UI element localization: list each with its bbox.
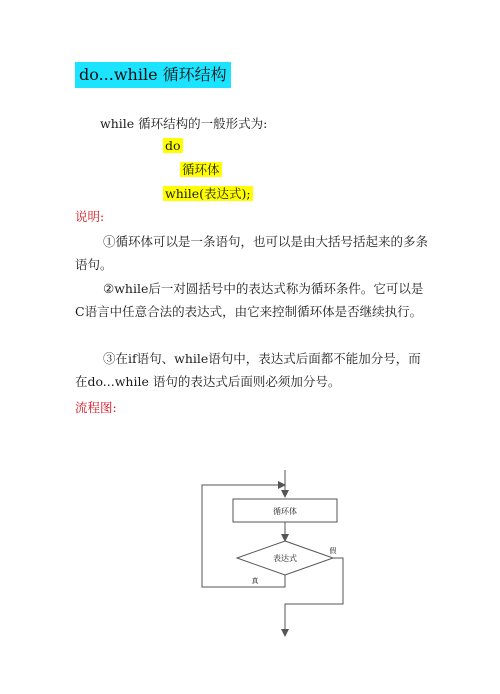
code-do-keyword: do (165, 138, 181, 153)
code-body-text: 循环体 (182, 162, 220, 177)
condition-label: 表达式 (273, 554, 297, 563)
flow-heading: 流程图: (75, 400, 117, 415)
intro-text: while 循环结构的一般形式为: (100, 116, 268, 131)
code-while-text: while(表达式); (165, 186, 251, 201)
page-title: do...while 循环结构 (75, 62, 231, 88)
explain-heading: 说明: (75, 209, 105, 224)
true-label: 真 (251, 577, 259, 585)
loop-body-label: 循环体 (273, 507, 297, 516)
point-1-text: ①循环体可以是一条语句，也可以是由大括号括起来的多条语句。 (75, 234, 429, 272)
false-label: 假 (329, 547, 337, 555)
point-2-text: ②while后一对圆括号中的表达式称为循环条件。它可以是C语言中任意合法的表达式，由它来控制循环体是否继续执行。 (75, 281, 424, 319)
point-3-text: ③在if语句、while语句中，表达式后面都不能加分号，而在do...while 语句的表达式后面则必须加分号。 (75, 351, 421, 389)
